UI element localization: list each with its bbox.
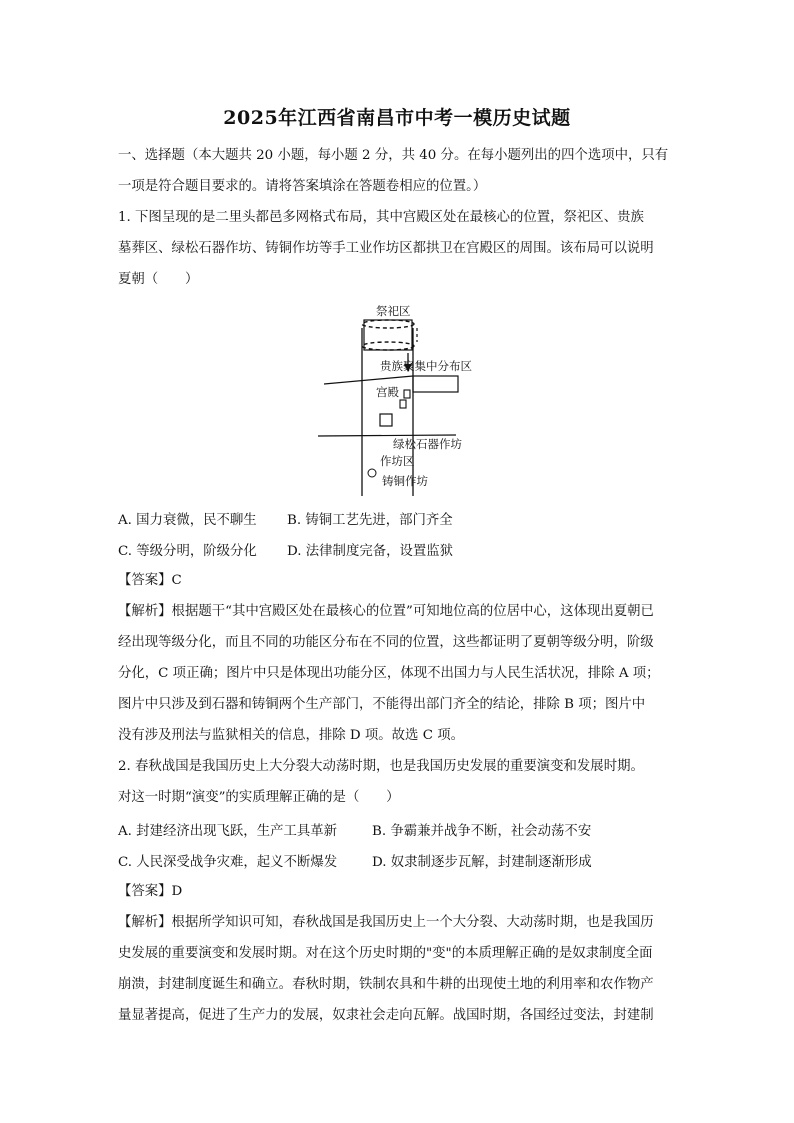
q1-option-d: D. 法律制度完备，设置监狱 xyxy=(287,544,454,559)
q1-stem-line-1: 1. 下图呈现的是二里头都邑多网格式布局，其中宫殿区处在最核心的位置，祭祀区、贵族 xyxy=(118,210,644,225)
q2-answer: 【答案】D xyxy=(118,884,183,899)
q2-stem-line-2: 对这一时期“演变”的实质理解正确的是（ ） xyxy=(118,790,400,805)
q1-analysis-line-5: 没有涉及刑法与监狱相关的信息，排除 D 项。故选 C 项。 xyxy=(118,728,464,743)
q1-analysis-line-2: 经出现等级分化，而且不同的功能区分布在不同的位置，这些都证明了夏朝等级分明，阶级 xyxy=(118,635,654,650)
label-noble-zone: 贵族聚集中分布区 xyxy=(380,359,472,373)
q1-analysis-line-1: 【解析】根据题干“其中宫殿区处在最核心的位置”可知地位高的位居中心，这体现出夏朝已 xyxy=(118,604,654,619)
label-workshop-zone: 作坊区 xyxy=(380,454,415,468)
q1-stem-line-3: 夏朝（ ） xyxy=(118,272,199,287)
page-title: 2025年江西省南昌市中考一模历史试题 xyxy=(223,107,571,129)
q2-analysis-line-1: 【解析】根据所学知识可知，春秋战国是我国历史上一个大分裂、大动荡时期，也是我国历 xyxy=(118,915,654,930)
q1-analysis-line-3: 分化，C 项正确；图片中只是体现出功能分区，体现不出国力与人民生活状况，排除 A 项； xyxy=(118,666,660,681)
label-palace: 宫殿 xyxy=(376,385,399,399)
q1-analysis-line-4: 图片中只涉及到石器和铸铜两个生产部门，不能得出部门齐全的结论，排除 B 项；图片中 xyxy=(118,697,646,712)
q1-option-c: C. 等级分明，阶级分化 xyxy=(118,544,257,559)
q1-stem-line-2: 墓葬区、绿松石器作坊、铸铜作坊等手工业作坊区都拱卫在宫殿区的周围。该布局可以说明 xyxy=(118,241,654,256)
q2-option-a: A. 封建经济出现飞跃，生产工具革新 xyxy=(118,824,338,839)
section-instruction-line-2: 一项是符合题目要求的。请将答案填涂在答题卷相应的位置。） xyxy=(118,179,487,194)
q2-option-b: B. 争霸兼并战争不断，社会动荡不安 xyxy=(372,824,592,839)
label-turquoise-workshop: 绿松石器作坊 xyxy=(393,437,462,451)
q2-analysis-line-4: 量显著提高，促进了生产力的发展，奴隶社会走向瓦解。战国时期，各国经过变法，封建制 xyxy=(118,1008,654,1023)
label-bronze-workshop: 铸铜作坊 xyxy=(382,474,428,488)
q1-answer: 【答案】C xyxy=(118,573,182,588)
q2-analysis-line-2: 史发展的重要演变和发展时期。对在这个历史时期的"变"的本质理解正确的是奴隶制度全面 xyxy=(118,946,653,961)
label-sacrifice-zone: 祭祀区 xyxy=(376,304,411,318)
q2-stem-line-1: 2. 春秋战国是我国历史上大分裂大动荡时期，也是我国历史发展的重要演变和发展时期。 xyxy=(118,759,644,774)
erlitou-layout-diagram xyxy=(316,298,476,498)
q1-option-b: B. 铸铜工艺先进，部门齐全 xyxy=(287,513,453,528)
q2-analysis-line-3: 崩溃，封建制度诞生和确立。春秋时期，铁制农具和牛耕的出现使土地的利用率和农作物产 xyxy=(118,977,654,992)
q2-option-d: D. 奴隶制逐步瓦解，封建制逐渐形成 xyxy=(372,855,592,870)
q1-option-a: A. 国力衰微，民不聊生 xyxy=(118,513,257,528)
section-instruction-line-1: 一、选择题（本大题共 20 小题，每小题 2 分，共 40 分。在每小题列出的四个选项中，只有 xyxy=(118,148,669,163)
q2-option-c: C. 人民深受战争灾难，起义不断爆发 xyxy=(118,855,338,870)
